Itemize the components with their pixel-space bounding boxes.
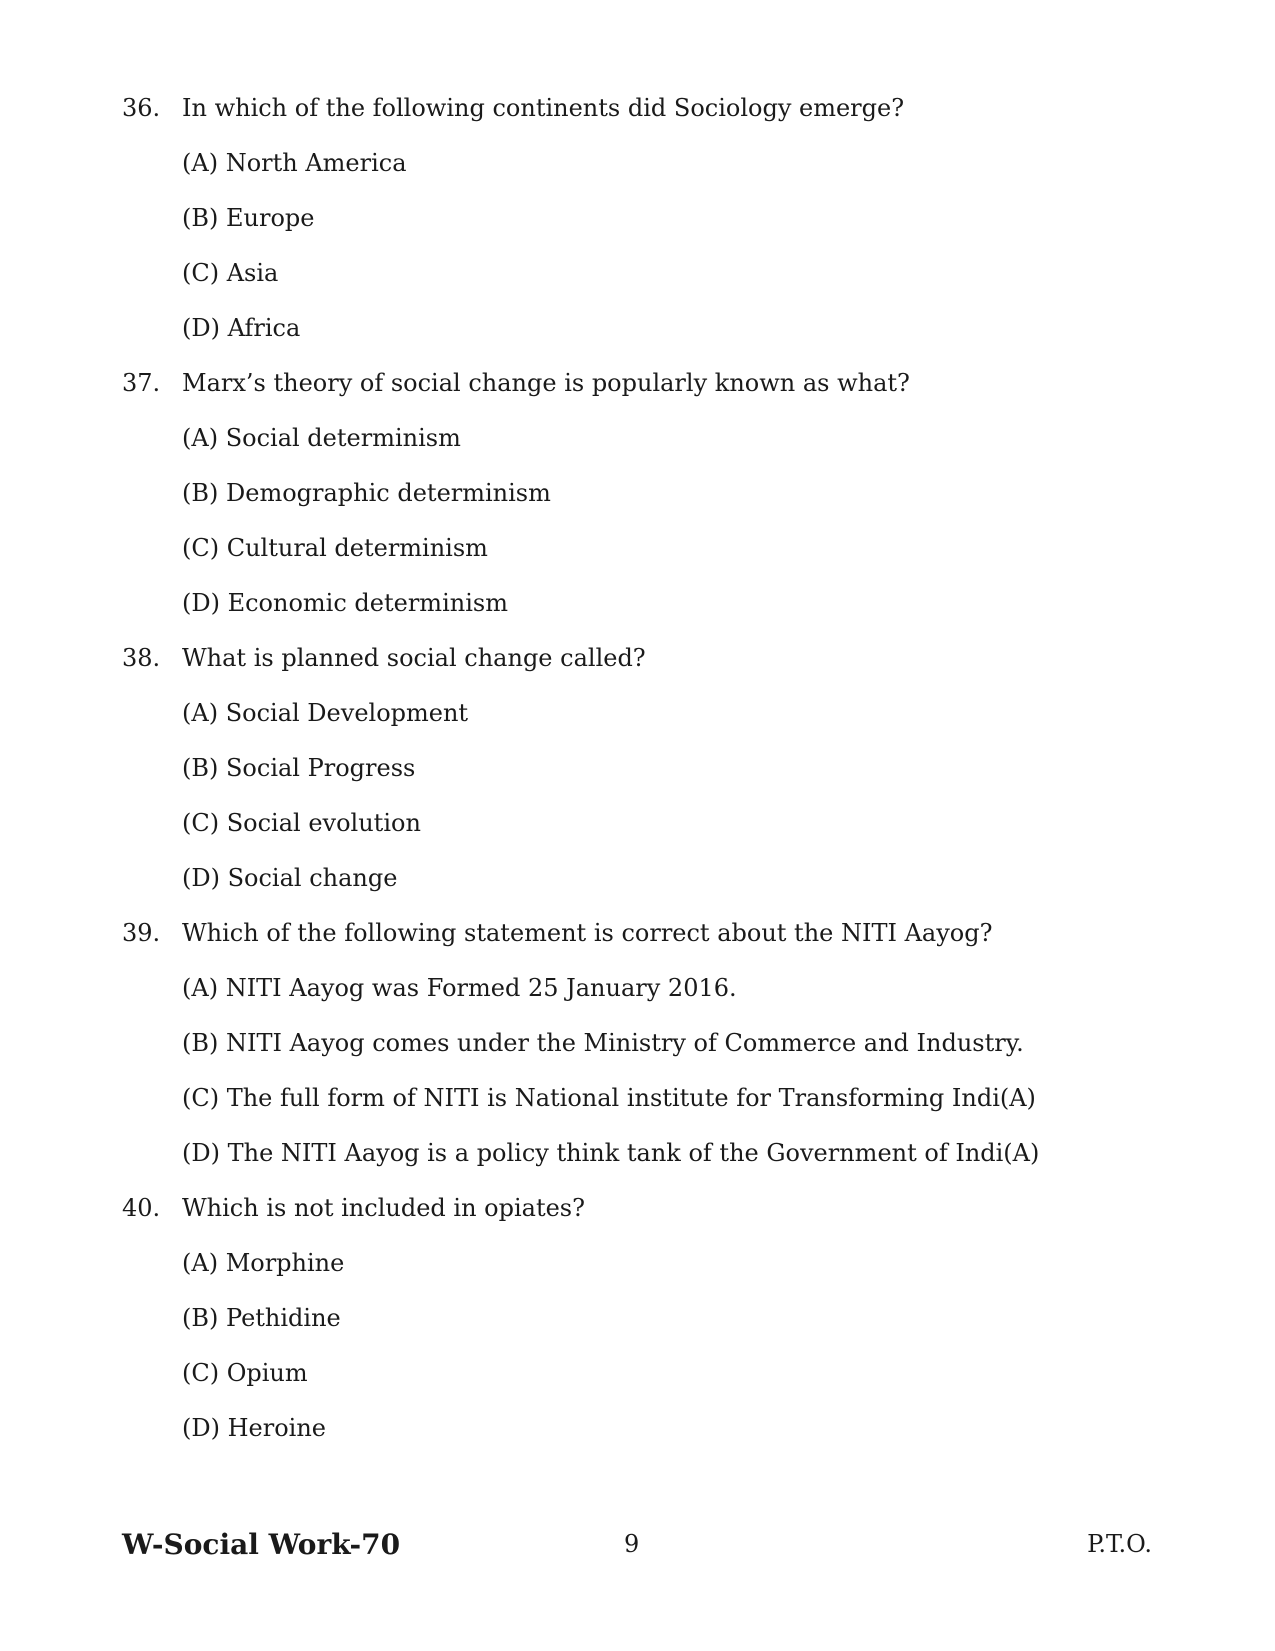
option-d: (D) The NITI Aayog is a policy think tank of the Government of Indi(A) bbox=[182, 1139, 1040, 1167]
question-text: Marx’s theory of social change is popularly known as what? bbox=[182, 369, 910, 397]
question-number: 36. bbox=[122, 94, 161, 122]
option-a: (A) North America bbox=[182, 149, 407, 177]
question-text: In which of the following continents did Sociology emerge? bbox=[182, 94, 905, 122]
question-list bbox=[122, 92, 1162, 1467]
option-a: (A) Social determinism bbox=[182, 424, 461, 452]
question-stem bbox=[122, 1192, 1162, 1247]
question-40 bbox=[122, 1192, 1162, 1467]
question-stem bbox=[122, 92, 1162, 147]
question-number: 40. bbox=[122, 1194, 161, 1222]
option-d: (D) Economic determinism bbox=[182, 589, 508, 617]
option-b: (B) Demographic determinism bbox=[182, 479, 551, 507]
option-c: (C) Asia bbox=[182, 259, 279, 287]
option-d: (D) Heroine bbox=[182, 1414, 326, 1442]
page-footer bbox=[122, 1528, 1152, 1568]
paper-code: W-Social Work-70 bbox=[122, 1528, 401, 1561]
question-stem bbox=[122, 367, 1162, 422]
option-c: (C) The full form of NITI is National institute for Transforming Indi(A) bbox=[182, 1084, 1036, 1112]
option-a: (A) Morphine bbox=[182, 1249, 345, 1277]
option-b: (B) NITI Aayog comes under the Ministry of Commerce and Industry. bbox=[182, 1029, 1024, 1057]
option-c: (C) Cultural determinism bbox=[182, 534, 488, 562]
option-a: (A) Social Development bbox=[182, 699, 469, 727]
question-38 bbox=[122, 642, 1162, 917]
option-d: (D) Africa bbox=[182, 314, 301, 342]
option-b: (B) Europe bbox=[182, 204, 315, 232]
question-text: What is planned social change called? bbox=[182, 644, 646, 672]
question-number: 38. bbox=[122, 644, 161, 672]
question-37 bbox=[122, 367, 1162, 642]
question-stem bbox=[122, 642, 1162, 697]
option-c: (C) Opium bbox=[182, 1359, 308, 1387]
question-36 bbox=[122, 92, 1162, 367]
option-b: (B) Social Progress bbox=[182, 754, 416, 782]
please-turn-over: P.T.O. bbox=[1087, 1530, 1152, 1558]
option-c: (C) Social evolution bbox=[182, 809, 421, 837]
question-text: Which of the following statement is correct about the NITI Aayog? bbox=[182, 919, 993, 947]
question-text: Which is not included in opiates? bbox=[182, 1194, 585, 1222]
question-39 bbox=[122, 917, 1162, 1192]
question-number: 39. bbox=[122, 919, 161, 947]
option-d: (D) Social change bbox=[182, 864, 398, 892]
option-a: (A) NITI Aayog was Formed 25 January 2016. bbox=[182, 974, 737, 1002]
question-stem bbox=[122, 917, 1162, 972]
question-number: 37. bbox=[122, 369, 161, 397]
option-b: (B) Pethidine bbox=[182, 1304, 341, 1332]
page-number: 9 bbox=[624, 1530, 640, 1558]
